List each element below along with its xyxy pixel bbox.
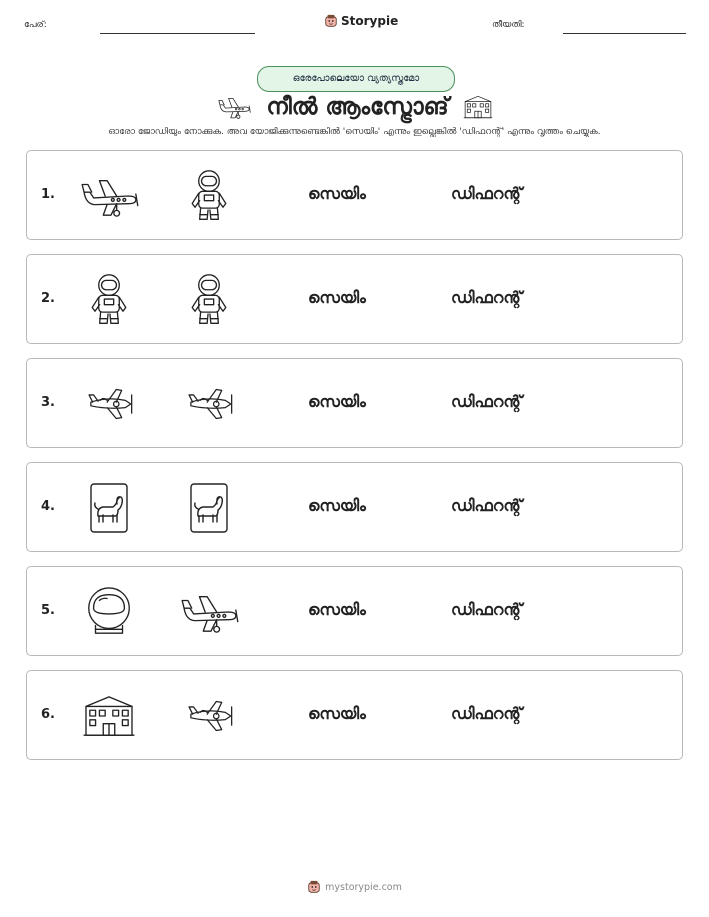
date-label: തീയതി:: [492, 20, 525, 30]
question-number: 4.: [41, 499, 55, 514]
dog-card-icon: [189, 482, 229, 534]
astronaut-icon: [186, 168, 232, 224]
airplane-icon: [216, 94, 252, 120]
footer-url: mystorypie.com: [325, 881, 402, 893]
different-option[interactable]: ഡിഫറന്റ്: [451, 288, 523, 307]
astronaut-icon: [86, 272, 132, 328]
school-building-icon: [463, 94, 493, 120]
worksheet-header: [0, 14, 709, 38]
propeller-plane-icon: [80, 382, 138, 426]
name-label: പേര്:: [24, 20, 47, 30]
different-option[interactable]: ഡിഫറന്റ്: [451, 496, 523, 515]
same-option[interactable]: സെയിം: [308, 184, 366, 203]
astronaut-icon: [186, 272, 232, 328]
same-option[interactable]: സെയിം: [308, 704, 366, 723]
storypie-logo-icon: [324, 14, 338, 28]
different-option[interactable]: ഡിഫറന്റ്: [451, 704, 523, 723]
question-row-4: [26, 462, 683, 552]
question-number: 2.: [41, 291, 55, 306]
question-row-5: [26, 566, 683, 656]
school-building-icon: [82, 693, 136, 739]
question-number: 5.: [41, 603, 55, 618]
worksheet-type-badge: ഒരേപോലെയോ വ്യത്യസ്തമോ: [257, 66, 455, 92]
same-option[interactable]: സെയിം: [308, 288, 366, 307]
title-area: [0, 92, 709, 122]
question-row-3: [26, 358, 683, 448]
instructions: ഓരോ ജോഡിയും നോക്കുക. അവ യോജിക്കുന്നുണ്ടെങ്കിൽ 'സെയിം' എന്നും ഇല്ലെങ്കിൽ 'ഡിഫറന്റ്' എന്നും വൃത്തം ചെയ്യുക.: [108, 127, 601, 137]
airplane-icon: [78, 173, 140, 219]
brand-name: Storypie: [341, 14, 399, 28]
dog-card-icon: [89, 482, 129, 534]
same-option[interactable]: സെയിം: [308, 496, 366, 515]
question-row-6: [26, 670, 683, 760]
space-helmet-icon: [82, 585, 136, 639]
same-option[interactable]: സെയിം: [308, 392, 366, 411]
question-row-1: [26, 150, 683, 240]
question-number: 1.: [41, 187, 55, 202]
propeller-plane-icon: [180, 382, 238, 426]
question-row-2: [26, 254, 683, 344]
page-title: നീൽ ആംസ്ട്രോങ്: [266, 94, 449, 120]
storypie-logo-icon: [307, 880, 321, 894]
brand: [324, 14, 398, 28]
different-option[interactable]: ഡിഫറന്റ്: [451, 184, 523, 203]
name-field[interactable]: [100, 33, 255, 34]
footer: [0, 880, 709, 894]
different-option[interactable]: ഡിഫറന്റ്: [451, 600, 523, 619]
question-number: 6.: [41, 707, 55, 722]
date-field[interactable]: [563, 33, 686, 34]
propeller-plane-icon: [180, 694, 238, 738]
question-number: 3.: [41, 395, 55, 410]
airplane-icon: [178, 589, 240, 635]
same-option[interactable]: സെയിം: [308, 600, 366, 619]
different-option[interactable]: ഡിഫറന്റ്: [451, 392, 523, 411]
